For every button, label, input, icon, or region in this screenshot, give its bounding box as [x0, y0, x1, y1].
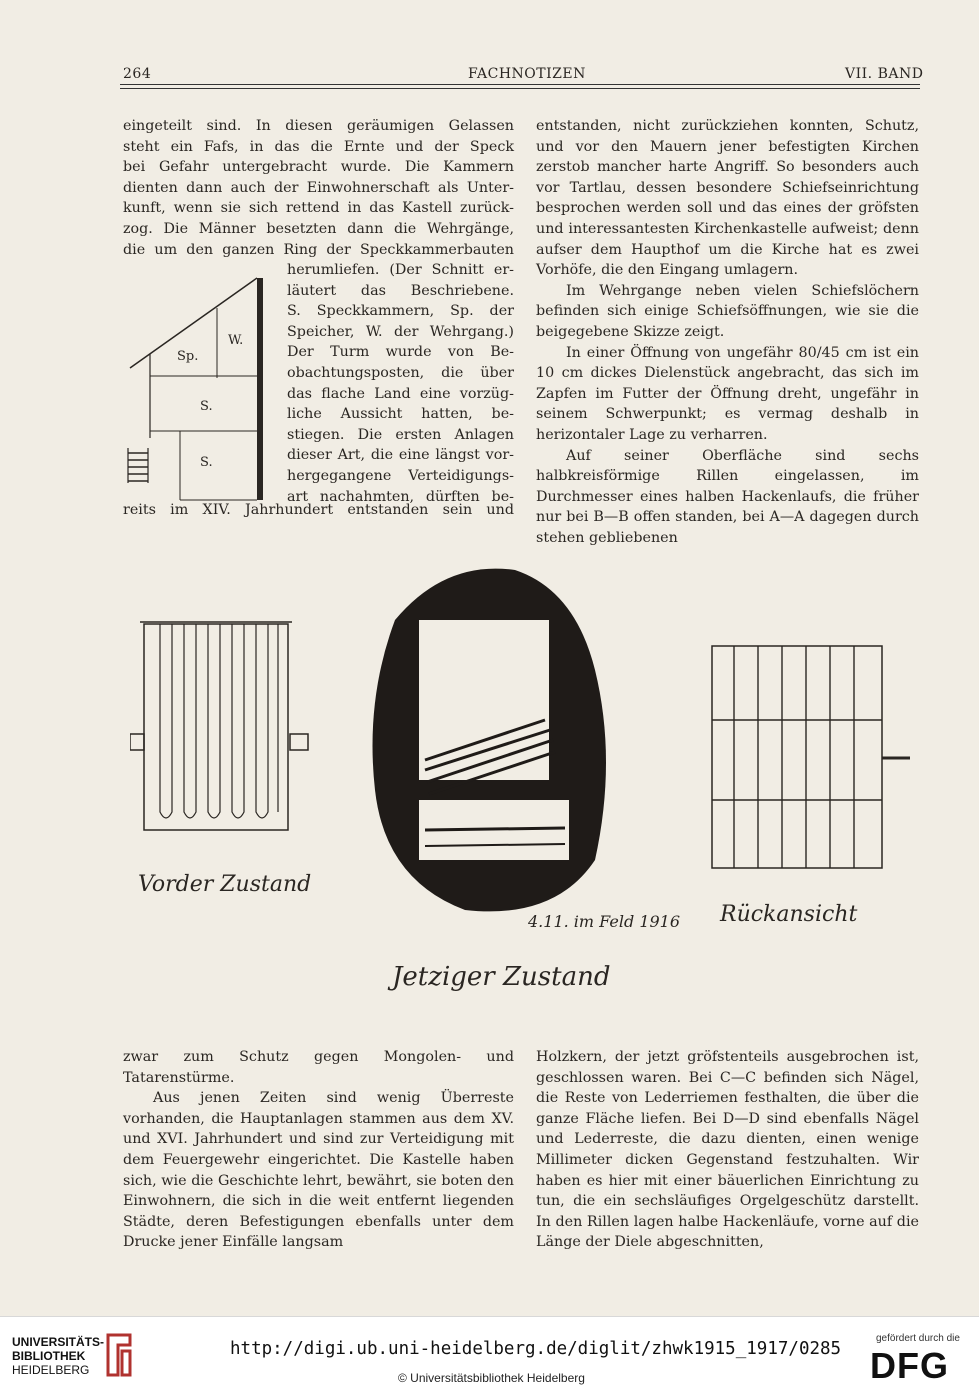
beside-lines [287, 260, 514, 507]
dfg-logo[interactable]: DFG [870, 1345, 949, 1386]
text-line: herumliefen. (Der Schnitt er- [287, 262, 514, 278]
caption-center-date: 4.11. im Feld 1916 [528, 912, 681, 931]
diagram-label-s2: S. [200, 455, 213, 470]
plank-pivot-right [290, 734, 308, 750]
footer-bar [0, 1316, 979, 1394]
text-line: die um den ganzen Ring der Speckkammerbauten [123, 241, 514, 258]
header-rule-top [120, 84, 920, 85]
page-number: 264 [123, 66, 152, 82]
plank-grooves [160, 624, 278, 818]
volume-label: VII. BAND [845, 66, 924, 82]
plank-pivot-left [130, 734, 144, 750]
right-column-bottom [536, 1047, 919, 1253]
left-column-bottom [123, 1047, 514, 1253]
library-line-1: UNIVERSITÄTS- [12, 1335, 105, 1349]
paragraph: entstanden, nicht zurückziehen konnten, Schutz, und vor den Mauern jener befestigten Kirchen zerstob mancher harte Angriff. So besonders auch vor Tartlau, dessen besondere Schiefseinrichtung besprochen werden soll und das eines der gröfsten und interessantesten Kirchenkastelle aufweist; denn aufser dem Haupthof um die Kirche hat es zwei Vorhöfe, die den Eingang umlagern. [536, 118, 919, 279]
text-line: stiegen. Die ersten Anlagen [287, 426, 514, 443]
text-line: eingeteilt sind. In diesen geräumigen Gelassen [123, 118, 514, 134]
text-line: dieser Art, die eine längst vor- [287, 447, 514, 464]
text-line: Speicher, W. der Wehrgang.) [287, 323, 514, 340]
funding-note: gefördert durch die [876, 1333, 960, 1344]
text-line: steht ein Fafs, in das die Ernte und der Speck [123, 138, 514, 155]
diagram-label-sp: Sp. [177, 349, 199, 364]
paragraph: Holzkern, der jetzt gröfstenteils ausgebrochen ist, geschlossen waren. Bei C—C befinden sich Nägel, die Reste von Lederriemen festhalten, die über die ganze Fläche liefen. Bei D—D sind ebenfalls Nägel und Lederreste, die dazu dienten, einen wenige Millimeter dicken Gegenstand festzuhalten. Wir haben es hier mit einer bäuerlichen Einrichtung zu tun, die ein sechsläufiges Orgelgeschütz darstellt. In den Rillen lagen halbe Hackenläufe, vorne auf die Länge der Diele abgeschnitten, [536, 1049, 919, 1251]
text-line: liche Aussicht hatten, be- [287, 406, 514, 423]
text-line: kunft, wenn sie sich rettend in das Kastell zurück- [123, 200, 514, 217]
text-line: zog. Die Männer besetzten dann die Wehrgänge, [123, 220, 514, 237]
left-column-lines [123, 116, 514, 260]
right-column-paragraphs [536, 116, 919, 548]
back-grooves [712, 646, 882, 868]
paragraph: Auf seiner Oberfläche sind sechs halbkreisförmige Rillen eingelassen, im Durchmesser eines halben Hackenlaufs, die früher nur bei B—B offen standen, bei A—A dagegen durch stehen gebliebenen [536, 447, 919, 546]
caption-right: Rückansicht [720, 902, 858, 927]
text-line: bei Gefahr untergebracht wurde. Die Kammern [123, 159, 514, 176]
text-line: Der Turm wurde von Be- [287, 344, 514, 361]
library-line-3: HEIDELBERG [12, 1363, 90, 1377]
paragraph: zwar zum Schutz gegen Mongolen- und Tatarenstürme. [123, 1049, 514, 1086]
paragraph: Im Wehrgange neben vielen Schiefslöchern befinden sich einige Schiefsöffnungen, wie sie die beigegebene Skizze zeigt. [536, 282, 919, 340]
running-title: FACHNOTIZEN [468, 66, 586, 82]
caption-left: Vorder Zustand [138, 872, 312, 897]
illustration-plank-front [130, 612, 310, 852]
text-line: dienten dann auch der Einwohnerschaft als Unter- [123, 179, 514, 196]
text-line: das flache Land eine vorzüg- [287, 385, 514, 402]
paragraph: In einer Öffnung von ungefähr 80/45 cm ist ein 10 cm dickes Dielenstück angebracht, das sich im Zapfen im Futter der Öffnung dreht, ungefähr in seinem Schwerpunkt; es vermag deshalb in herizontaler Lage zu verharren. [536, 344, 919, 443]
text-line: hergegangene Verteidigungs- [287, 467, 514, 484]
left-column-top [123, 116, 514, 260]
copyright-notice: © Universitätsbibliothek Heidelberg [398, 1371, 585, 1385]
left-column-beside-diagram [287, 260, 514, 507]
text-line: obachtungsposten, die über [287, 364, 514, 381]
library-emblem-icon [104, 1331, 134, 1379]
text-line: art nachahmten, dürften be- [287, 488, 514, 505]
right-column-top [536, 116, 919, 548]
text-line: läutert das Beschriebene. [287, 282, 514, 299]
diagram-outer-wall [257, 278, 263, 500]
left-bottom-paragraphs [123, 1047, 514, 1253]
left-column-last-line: reits im XIV. Jahrhundert entstanden sein und [123, 502, 514, 518]
illustration-plank-back [700, 640, 910, 880]
diagram-label-s1: S. [200, 399, 213, 414]
permalink-url[interactable]: http://digi.ub.uni-heidelberg.de/diglit/zhwk1915_1917/0285 [230, 1339, 842, 1359]
header-rule-bottom [120, 88, 920, 89]
library-line-2: BIBLIOTHEK [12, 1349, 86, 1363]
right-bottom-paragraphs [536, 1047, 919, 1253]
library-logo[interactable] [12, 1335, 104, 1377]
caption-center: Jetziger Zustand [392, 962, 611, 992]
text-line: S. Speckkammern, Sp. der [287, 303, 514, 320]
paragraph: Aus jenen Zeiten sind wenig Überreste vorhanden, die Hauptanlagen stammen aus dem XV. und XVI. Jahrhundert und sind zur Verteidigung mit dem Feuergewehr eingerichtet. Die Kastelle haben sich, wie die Geschichte lehrt, bewährt, sie boten den Einwohnern, die sich in die weit entfernt liegenden Städte, deren Befestigungen ebenfalls unter dem Drucke jener Einfälle langsam [123, 1090, 514, 1251]
section-diagram [120, 268, 280, 508]
diagram-label-w: W. [228, 333, 244, 348]
illustration-opening-current [355, 560, 615, 930]
